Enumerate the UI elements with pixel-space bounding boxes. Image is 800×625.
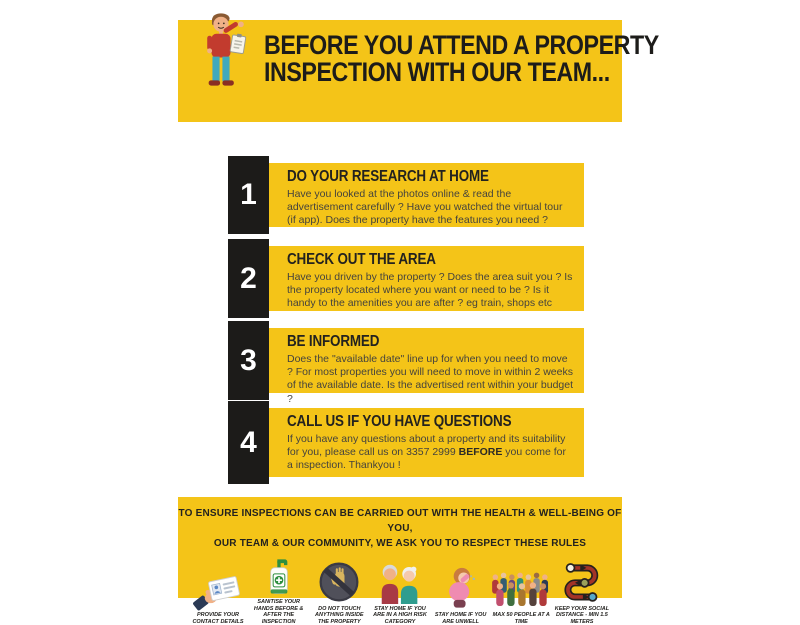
crowd-icon — [488, 570, 554, 610]
rule-max-people — [491, 568, 551, 625]
step-3-content — [269, 328, 584, 393]
page-title — [264, 32, 723, 86]
step-4-title: CALL US IF YOU HAVE QUESTIONS — [287, 413, 528, 431]
step-1-content — [269, 163, 584, 227]
step-4 — [228, 401, 584, 484]
social-distance-path-icon — [559, 560, 605, 604]
rule-label: SANITISE YOUR HANDS BEFORE & AFTER THE INSPECTION — [249, 599, 309, 625]
rule-label: DO NOT TOUCH ANYTHING INSIDE THE PROPERTY — [309, 606, 369, 625]
step-2 — [228, 239, 584, 318]
step-1-body: Have you looked at the photos online & read the advertisement carefully ? Have you watched the virtual tour (if app). Does the property have the features you need ? — [287, 188, 574, 228]
rules-banner-line2: OUR TEAM & OUR COMMUNITY, WE ASK YOU TO RESPECT THESE RULES — [178, 536, 622, 551]
step-number: 4 — [240, 426, 257, 460]
rule-label: STAY HOME IF YOU ARE IN A HIGH RISK CATEGORY — [370, 606, 430, 625]
rule-label: STAY HOME IF YOU ARE UNWELL — [431, 612, 491, 625]
step-2-body: Have you driven by the property ? Does the area suit you ? Is the property located where you want or need to be ? Is it handy to the amenities you are after ? eg train, shops etc — [287, 271, 574, 311]
rule-high-risk-stay-home — [370, 562, 430, 625]
rules-banner-line1: TO ENSURE INSPECTIONS CAN BE CARRIED OUT WITH THE HEALTH & WELL-BEING OF YOU, — [178, 506, 622, 536]
rule-no-touch — [309, 562, 369, 625]
step-1-number-box — [228, 156, 269, 234]
header-banner — [178, 20, 622, 122]
elderly-couple-icon — [376, 562, 424, 604]
step-4-body-bold: BEFORE — [459, 446, 503, 458]
page-title-line1: BEFORE YOU ATTEND A PROPERTY — [264, 32, 659, 59]
step-3 — [228, 321, 584, 400]
hand-sanitiser-icon — [259, 555, 299, 597]
step-2-content — [269, 246, 584, 311]
rule-label: MAX 50 PEOPLE AT A TIME — [491, 612, 551, 625]
rule-sanitise-hands — [249, 555, 309, 625]
step-3-number-box — [228, 321, 269, 400]
step-1-title: DO YOUR RESEARCH AT HOME — [287, 168, 528, 186]
rule-contact-details — [188, 568, 248, 625]
step-2-number-box — [228, 239, 269, 318]
rule-label: KEEP YOUR SOCIAL DISTANCE - MIN 1.5 METERS — [552, 606, 612, 625]
unwell-person-icon — [440, 566, 482, 610]
rules-icon-row — [178, 551, 622, 625]
man-with-clipboard-icon — [192, 11, 250, 125]
id-card-hand-icon — [193, 570, 243, 610]
step-number: 2 — [240, 262, 257, 296]
rules-banner — [178, 497, 622, 598]
step-1 — [228, 156, 584, 234]
step-4-number-box — [228, 401, 269, 484]
rule-label: PROVIDE YOUR CONTACT DETAILS — [188, 612, 248, 625]
rule-unwell-stay-home — [431, 568, 491, 625]
rule-social-distance — [552, 562, 612, 625]
step-2-title: CHECK OUT THE AREA — [287, 251, 528, 269]
page-title-line2: INSPECTION WITH OUR TEAM... — [264, 59, 659, 86]
step-3-body: Does the "available date" line up for when you need to move ? For most properties you will need to move in within 2 weeks of the available date. Is the advertised rent within your budget ? — [287, 353, 574, 406]
step-4-body: If you have any questions about a property and its suitability for you, please call us on 3357 2999 BEFORE you come for a inspection. Thankyou ! — [287, 433, 574, 473]
no-touch-icon — [317, 560, 361, 604]
step-number: 3 — [240, 344, 257, 378]
step-number: 1 — [240, 178, 257, 212]
step-4-content — [269, 408, 584, 477]
step-3-title: BE INFORMED — [287, 333, 528, 351]
